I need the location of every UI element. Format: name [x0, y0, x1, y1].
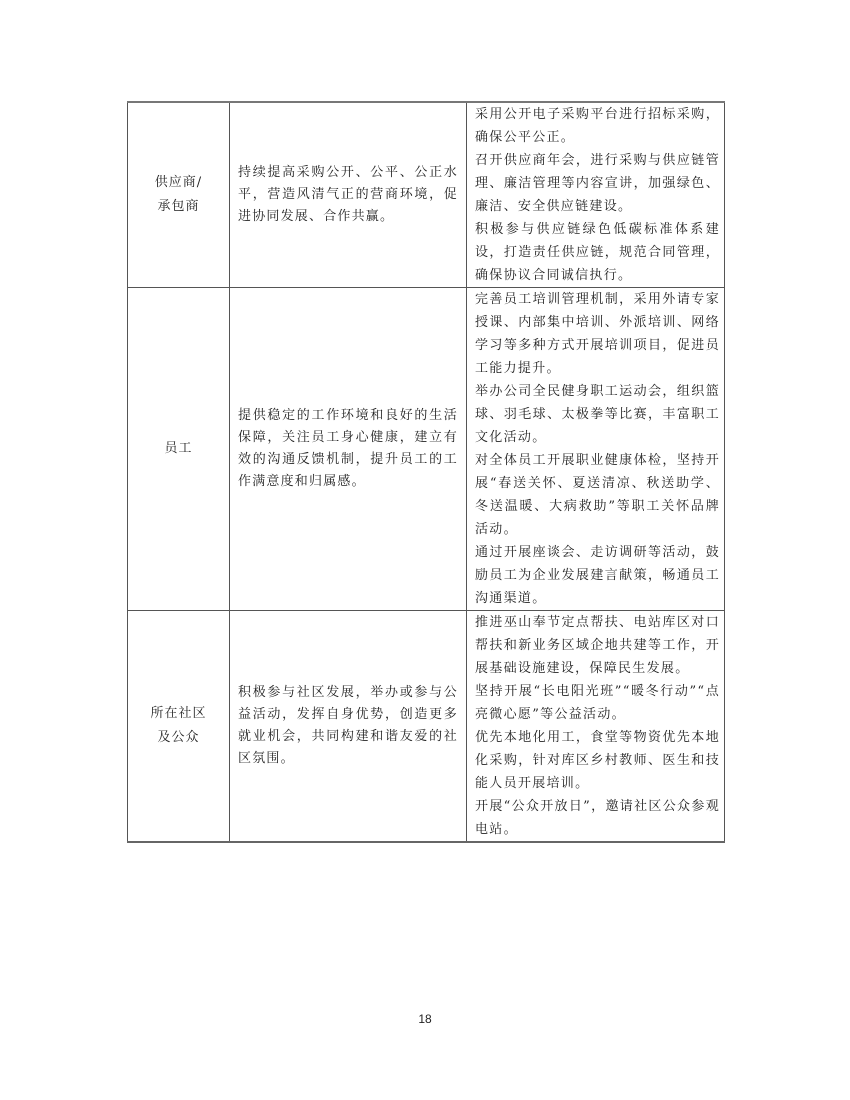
actions-cell [467, 288, 725, 611]
actions-cell [467, 611, 725, 843]
stakeholder-name-line: 员工 [164, 441, 193, 456]
expectation-cell: 持续提高采购公开、公平、公正水平，营造风清气正的营商环境，促进协同发展、合作共赢。 [230, 102, 467, 288]
action-item: 召开供应商年会，进行采购与供应链管理、廉洁管理等内容宣讲，加强绿色、廉洁、安全供应链建设。 [475, 153, 720, 214]
action-item: 通过开展座谈会、走访调研等活动，鼓励员工为企业发展建言献策，畅通员工沟通渠道。 [475, 545, 720, 606]
actions-cell [467, 102, 725, 288]
action-item: 坚持开展“长电阳光班”“暖冬行动”“点亮微心愿”等公益活动。 [475, 684, 720, 722]
table-row-suppliers [128, 102, 725, 288]
stakeholder-cell [128, 102, 230, 288]
action-item: 举办公司全民健身职工运动会，组织篮球、羽毛球、太极拳等比赛，丰富职工文化活动。 [475, 384, 720, 445]
stakeholder-name-line: 承包商 [157, 199, 200, 214]
page-number: 18 [418, 1012, 432, 1026]
table-row-employees [128, 288, 725, 611]
action-item: 开展“公众开放日”，邀请社区公众参观电站。 [475, 799, 720, 837]
stakeholder-communication-table [127, 101, 725, 843]
table-row-community [128, 611, 725, 843]
action-item: 对全体员工开展职业健康体检，坚持开展“春送关怀、夏送清凉、秋送助学、冬送温暖、大病救助”等职工关怀品牌活动。 [475, 453, 720, 537]
action-item: 优先本地化用工，食堂等物资优先本地化采购，针对库区乡村教师、医生和技能人员开展培训。 [475, 730, 720, 791]
expectation-cell: 提供稳定的工作环境和良好的生活保障，关注员工身心健康，建立有效的沟通反馈机制，提升员工的工作满意度和归属感。 [230, 288, 467, 611]
action-item: 完善员工培训管理机制，采用外请专家授课、内部集中培训、外派培训、网络学习等多种方式开展培训项目，促进员工能力提升。 [475, 292, 720, 376]
action-item: 采用公开电子采购平台进行招标采购，确保公平公正。 [475, 107, 720, 145]
stakeholder-name-line: 及公众 [157, 730, 200, 745]
stakeholder-cell [128, 288, 230, 611]
stakeholder-cell [128, 611, 230, 843]
action-item: 推进巫山奉节定点帮扶、电站库区对口帮扶和新业务区域企地共建等工作，开展基础设施建设，保障民生发展。 [475, 615, 720, 676]
stakeholder-name-line: 所在社区 [150, 706, 207, 721]
expectation-cell: 积极参与社区发展，举办或参与公益活动，发挥自身优势，创造更多就业机会，共同构建和谐友爱的社区氛围。 [230, 611, 467, 843]
action-item: 积极参与供应链绿色低碳标准体系建设，打造责任供应链，规范合同管理，确保协议合同诚信执行。 [475, 222, 720, 283]
stakeholder-name-line: 供应商/ [154, 175, 203, 190]
